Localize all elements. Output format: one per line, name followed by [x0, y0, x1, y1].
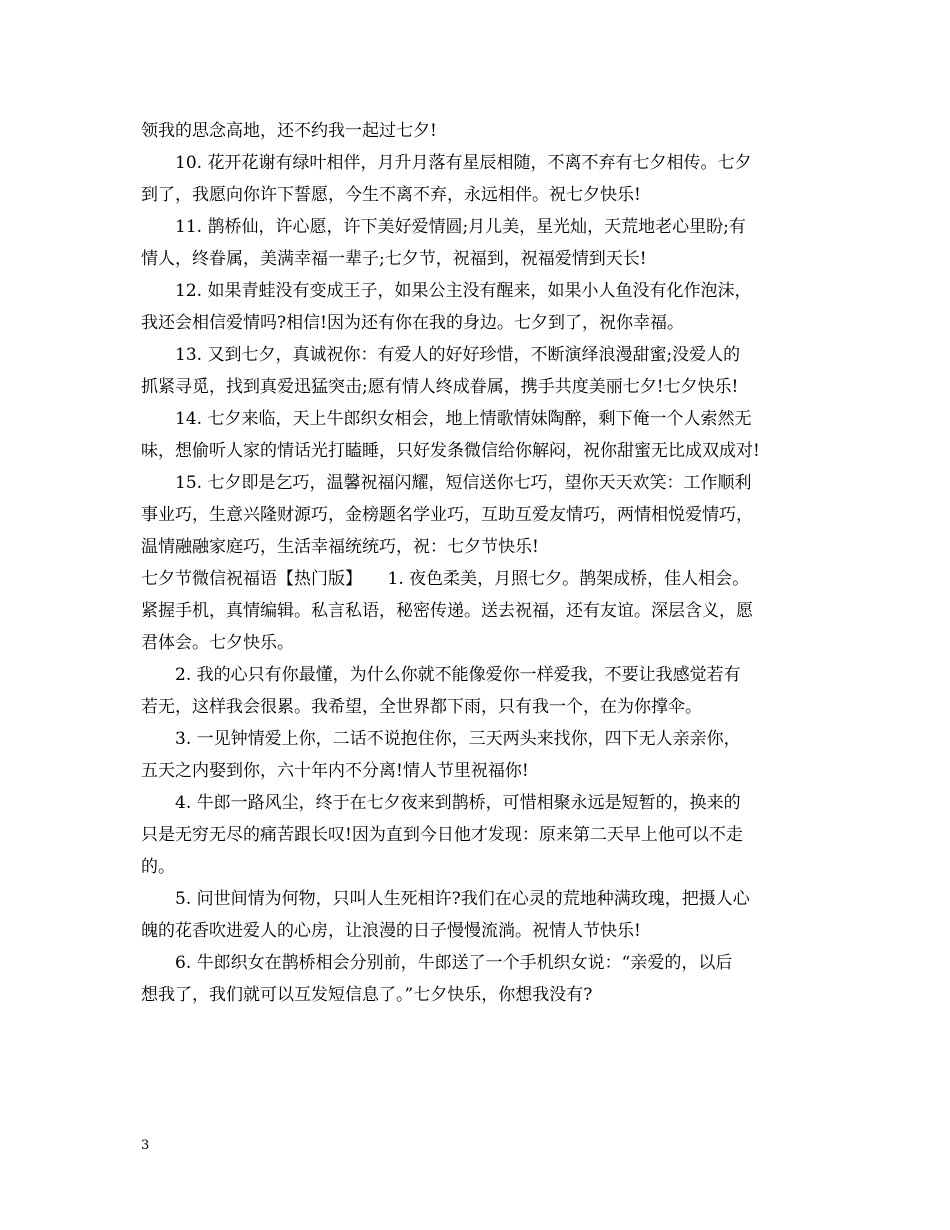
page-number: 3: [141, 1138, 150, 1153]
text-line: 2. 我的心只有你最懂，为什么你就不能像爱你一样爱我，不要让我感觉若有: [175, 665, 741, 685]
text-line: 抓紧寻觅，找到真爱迅猛突击;愿有情人终成眷属，携手共度美丽七夕!七夕快乐!: [141, 377, 739, 397]
text-line: 15. 七夕即是乞巧，温馨祝福闪耀，短信送你七巧，望你天天欢笑：工作顺利: [175, 473, 752, 493]
text-line: 七夕节微信祝福语【热门版】 1. 夜色柔美，月照七夕。鹊架成桥，佳人相会。: [141, 569, 750, 589]
text-line: 若无，这样我会很累。我希望，全世界都下雨，只有我一个，在为你撑伞。: [141, 697, 702, 717]
text-line: 5. 问世间情为何物，只叫人生死相许?我们在心灵的荒地种满玫瑰，把摄人心: [175, 889, 750, 909]
text-line: 温情融融家庭巧，生活幸福统统巧，祝：七夕节快乐!: [141, 537, 539, 557]
text-line: 味，想偷听人家的情话光打瞌睡，只好发条微信给你解闷，祝你甜蜜无比成双成对!: [141, 441, 760, 461]
text-line: 14. 七夕来临，天上牛郎织女相会，地上情歌情妹陶醉，剩下俺一个人索然无: [175, 409, 752, 429]
text-line: 情人，终眷属，美满幸福一辈子;七夕节，祝福到，祝福爱情到天长!: [141, 249, 647, 269]
text-line: 紧握手机，真情编辑。私言私语，秘密传递。送去祝福，还有友谊。深层含义，愿: [141, 601, 753, 621]
text-line: 10. 花开花谢有绿叶相伴，月升月落有星辰相随，不离不弃有七夕相传。七夕: [175, 153, 752, 173]
text-line: 君体会。七夕快乐。: [141, 633, 294, 653]
text-line: 五天之内娶到你，六十年内不分离!情人节里祝福你!: [141, 761, 529, 781]
document-body: [141, 117, 831, 1013]
text-line: 领我的思念高地，还不约我一起过七夕!: [141, 121, 437, 141]
text-line: 只是无穷无尽的痛苦跟长叹!因为直到今日他才发现：原来第二天早上他可以不走: [141, 825, 743, 845]
text-line: 3. 一见钟情爱上你，二话不说抱住你，三天两头来找你，四下无人亲亲你，: [175, 729, 741, 749]
text-line: 13. 又到七夕，真诚祝你：有爱人的好好珍惜，不断演绎浪漫甜蜜;没爱人的: [175, 345, 741, 365]
text-line: 6. 牛郎织女在鹊桥相会分别前，牛郎送了一个手机织女说：“亲爱的，以后: [175, 953, 733, 973]
text-line: 想我了，我们就可以互发短信息了。”七夕快乐，你想我没有?: [141, 985, 593, 1005]
text-line: 11. 鹊桥仙，许心愿，许下美好爱情圆;月儿美，星光灿，天荒地老心里盼;有: [175, 217, 746, 237]
text-line: 我还会相信爱情吗?相信!因为还有你在我的身边。七夕到了，祝你幸福。: [141, 313, 684, 333]
text-line: 的。: [141, 857, 175, 877]
text-line: 4. 牛郎一路风尘，终于在七夕夜来到鹊桥，可惜相聚永远是短暂的，换来的: [175, 793, 741, 813]
text-line: 到了，我愿向你许下誓愿，今生不离不弃，永远相伴。祝七夕快乐!: [141, 185, 641, 205]
text-line: 魄的花香吹进爱人的心房，让浪漫的日子慢慢流淌。祝情人节快乐!: [141, 921, 641, 941]
text-line: 12. 如果青蛙没有变成王子，如果公主没有醒来，如果小人鱼没有化作泡沫，: [175, 281, 752, 301]
text-line: 事业巧，生意兴隆财源巧，金榜题名学业巧，互助互爱友情巧，两情相悦爱情巧，: [141, 505, 753, 525]
